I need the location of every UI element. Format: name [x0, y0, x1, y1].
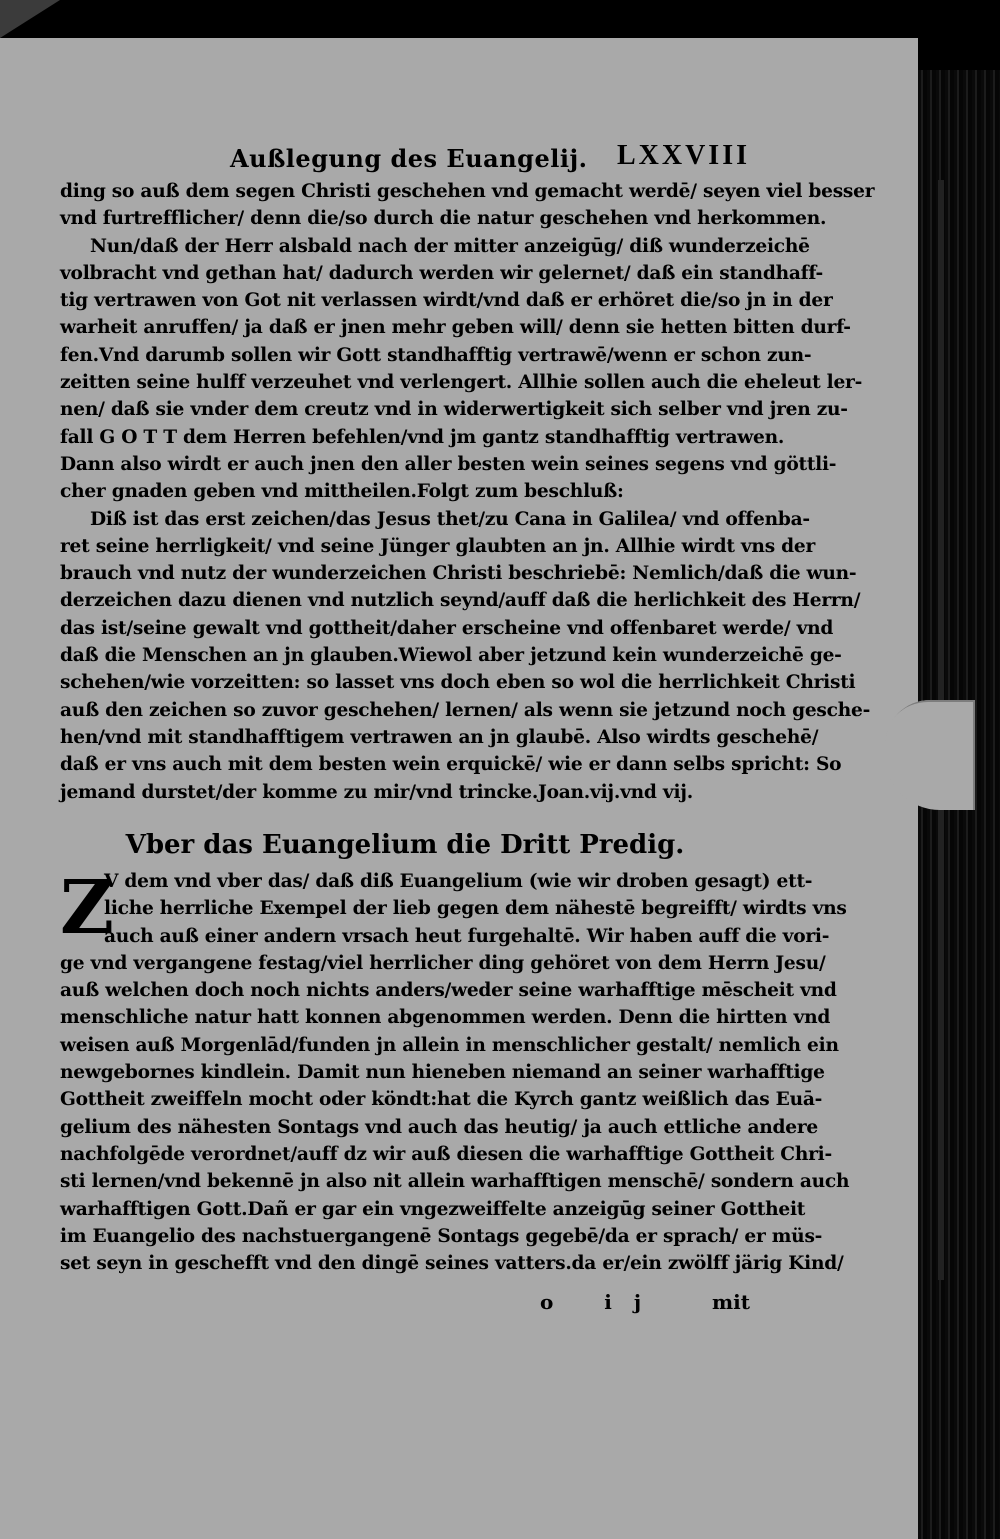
- text-line: sti lernen/vnd bekennē jn also nit allein warhafftigen menschē/ sondern auch: [60, 1171, 850, 1193]
- text-line: daß er vns auch mit dem besten wein erquickē/ wie er dann selbs spricht: So: [60, 754, 842, 776]
- text-line: ding so auß dem segen Christi geschehen vnd gemacht werdē/ seyen viel besser: [60, 181, 875, 202]
- section-heading: Vber das Euangelium die Dritt Predig.: [125, 830, 685, 860]
- text-line: nachfolgēde verordnet/auff dz wir auß diesen die warhafftige Gottheit Chri-: [60, 1143, 832, 1165]
- text-line: auß welchen doch noch nichts anders/weder seine warhafftige mēscheit vnd: [60, 980, 837, 1002]
- text-line: nen/ daß sie vnder dem creutz vnd in widerwertigkeit sich selber vnd jren zu-: [60, 399, 848, 421]
- folio-number: LXXVIII: [616, 140, 750, 171]
- text-line: Dann also wirdt er auch jnen den aller besten wein seines segens vnd göttli-: [60, 453, 837, 475]
- running-head: [230, 140, 750, 180]
- text-line: weisen auß Morgenlād/funden jn allein in menschlicher gestalt/ nemlich ein: [60, 1034, 839, 1056]
- text-line: jemand durstet/der komme zu mir/vnd trincke.Joan.vij.vnd vij.: [60, 781, 693, 803]
- text-line: gelium des nähesten Sontags vnd auch das heutig/ ja auch ettliche andere: [60, 1116, 818, 1138]
- text-line: cher gnaden geben vnd mittheilen.Folgt zum beschluß:: [60, 481, 624, 503]
- text-line: warheit anruffen/ ja daß er jnen mehr geben will/ denn sie hetten bitten durf-: [60, 317, 851, 339]
- text-line: volbracht vnd gethan hat/ dadurch werden wir gelernet/ daß ein standhaff-: [60, 262, 823, 284]
- text-line: tig vertrawen von Got nit verlassen wirdt/vnd daß er erhöret die/so jn in der: [60, 290, 833, 312]
- sermon-text: [60, 865, 850, 1277]
- signature-mark: o ij: [540, 1290, 664, 1314]
- page-footer: [60, 1290, 750, 1322]
- body-text: [60, 178, 875, 806]
- text-line: ret seine herrligkeit/ vnd seine Jünger glaubten an jn. Allhie wirdt vns der: [60, 535, 816, 557]
- running-head-title: Außlegung des Euangelij.: [230, 144, 588, 173]
- text-line: derzeichen dazu dienen vnd nutzlich seynd/auff daß die herlichkeit des Herrn/: [60, 590, 861, 612]
- text-line: Diß ist das erst zeichen/das Jesus thet/zu Cana in Galilea/ vnd offenba-: [90, 508, 810, 530]
- text-line: schehen/wie vorzeitten: so lasset vns doch eben so wol die herrlichkeit Christi: [60, 672, 856, 694]
- text-line: zeitten seine hulff verzeuhet vnd verlengert. Allhie sollen auch die eheleut ler-: [60, 372, 863, 394]
- text-line: Gottheit zweiffeln mocht oder köndt:hat die Kyrch gantz weißlich das Euā-: [60, 1089, 823, 1111]
- text-line: newgebornes kindlein. Damit nun hieneben niemand an seiner warhafftige: [60, 1062, 825, 1084]
- text-line: auß den zeichen so zuvor geschehen/ lernen/ als wenn sie jetzund noch gesche-: [60, 699, 871, 721]
- text-line: ge vnd vergangene festag/viel herrlicher ding gehöret von dem Herrn Jesu/: [60, 952, 826, 974]
- text-line: vnd furtrefflicher/ denn die/so durch die natur geschehen vnd herkommen.: [60, 208, 827, 230]
- text-line: menschliche natur hatt konnen abgenommen werden. Denn die hirtten vnd: [60, 1007, 831, 1029]
- text-line: V dem vnd vber das/ daß diß Euangelium (wie wir droben gesagt) ett-: [104, 871, 813, 892]
- text-line: fall G O T T dem Herren befehlen/vnd jm gantz standhafftig vertrawen.: [60, 426, 785, 448]
- text-line: im Euangelio des nachstuergangenē Sontags gegebē/da er sprach/ er müs-: [60, 1225, 823, 1247]
- text-line: warhafftigen Gott.Dañ er gar ein vngezweiffelte anzeigūg seiner Gottheit: [60, 1198, 806, 1220]
- drop-initial: Z: [60, 865, 115, 951]
- text-line: liche herrliche Exempel der lieb gegen dem nähestē begreifft/ wirdts vns: [104, 898, 847, 920]
- scan-corner-shadow: [0, 0, 60, 38]
- text-line: daß die Menschen an jn glauben.Wiewol aber jetzund kein wunderzeichē ge-: [60, 645, 842, 667]
- text-line: Nun/daß der Herr alsbald nach der mitter anzeigūg/ diß wunderzeichē: [90, 235, 810, 257]
- text-line: brauch vnd nutz der wunderzeichen Christi beschriebē: Nemlich/daß die wun-: [60, 563, 857, 585]
- text-line: auch auß einer andern vrsach heut furgehaltē. Wir haben auff die vori-: [104, 925, 830, 947]
- catchword: mit: [712, 1290, 750, 1314]
- text-line: fen.Vnd darumb sollen wir Gott standhafftig vertrawē/wenn er schon zun-: [60, 344, 812, 366]
- text-line: set seyn in geschefft vnd den dingē seines vatters.da er/ein zwölff järig Kind/: [60, 1253, 844, 1275]
- text-line: hen/vnd mit standhafftigem vertrawen an jn glaubē. Also wirdts geschehē/: [60, 726, 819, 748]
- text-line: das ist/seine gewalt vnd gottheit/daher erscheine vnd offenbaret werde/ vnd: [60, 617, 834, 639]
